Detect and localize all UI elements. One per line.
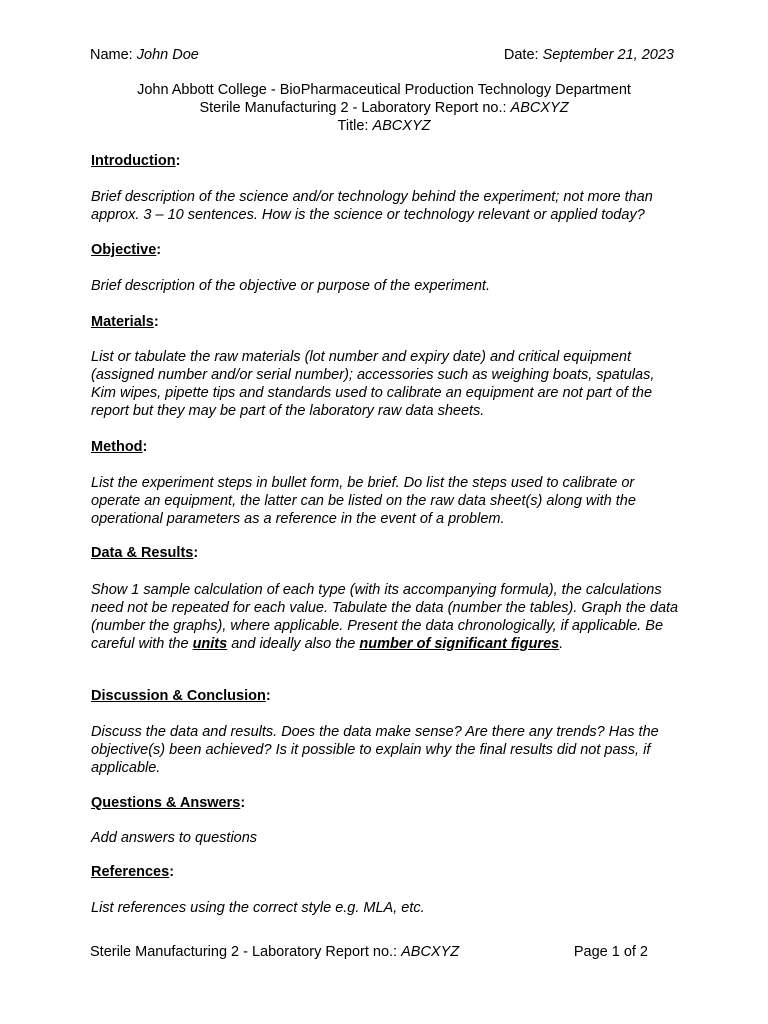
name-label: Name: <box>90 47 133 63</box>
footer-report-value: ABCXYZ <box>401 944 460 960</box>
materials-heading: Materials: <box>91 314 159 330</box>
college-department-line: John Abbott College - BioPharmaceutical Production Technology Department <box>137 82 631 98</box>
method-text: List the experiment steps in bullet form, be brief. Do list the steps used to calibrate or operate an equipment, the latter can be listed on the raw data sheet(s) along with the operational parameters as a reference in the event of a problem. <box>91 475 636 527</box>
objective-text: Brief description of the objective or purpose of the experiment. <box>91 278 490 294</box>
document-header <box>90 47 674 67</box>
date-label: Date: <box>503 47 539 63</box>
objective-heading: Objective: <box>91 242 162 258</box>
materials-text: List or tabulate the raw materials (lot number and expiry date) and critical equipment (assigned number and/or serial number); accessories such as weighing boats, spatulas, Kim wipes, pipette tips and standards used to calibrate an equipment are not part of the report but they may be part of the laboratory raw data sheets. <box>91 349 655 419</box>
data-results-text: Show 1 sample calculation of each type (with its accompanying formula), the calculations need not be repeated for each value. Tabulate the data (number the tables). Graph the data (number the graphs), where applicable. Present the data chronologically, if applicable. Be careful with the units and ideally also the number of significant figures. <box>91 582 679 652</box>
name-field <box>90 47 199 63</box>
references-text: List references using the correct style e.g. MLA, etc. <box>91 900 425 916</box>
report-title-line <box>0 117 768 135</box>
report-title-value: ABCXYZ <box>372 118 431 134</box>
introduction-text: Brief description of the science and/or technology behind the experiment; not more than approx. 3 – 10 sentences. How is the science or technology relevant or applied today? <box>91 189 653 223</box>
units-emphasis: units <box>192 636 228 652</box>
report-title-label: Title: <box>337 118 369 134</box>
questions-text: Add answers to questions <box>91 830 258 846</box>
report-number-label: Sterile Manufacturing 2 - Laboratory Report no.: <box>199 100 507 116</box>
references-heading: References: <box>91 864 175 880</box>
data-results-heading: Data & Results: <box>91 545 199 561</box>
questions-heading: Questions & Answers: <box>91 795 246 811</box>
report-number-value: ABCXYZ <box>510 100 569 116</box>
discussion-heading: Discussion & Conclusion: <box>91 688 271 704</box>
date-value: September 21, 2023 <box>542 47 674 63</box>
date-field <box>504 47 674 63</box>
title-block <box>0 81 768 135</box>
footer-report-number: Sterile Manufacturing 2 - Laboratory Report no.: ABCXYZ <box>90 944 460 960</box>
method-heading: Method: <box>91 439 148 455</box>
report-number-line <box>0 99 768 117</box>
discussion-text: Discuss the data and results. Does the data make sense? Are there any trends? Has the objective(s) been achieved? Is it possible to explain why the final results did not pass, if applicable. <box>91 724 659 776</box>
significant-figures-emphasis: number of significant figures <box>359 636 560 652</box>
name-value: John Doe <box>136 47 199 63</box>
page-number: Page 1 of 2 <box>573 944 648 960</box>
introduction-heading: Introduction: <box>91 153 181 169</box>
